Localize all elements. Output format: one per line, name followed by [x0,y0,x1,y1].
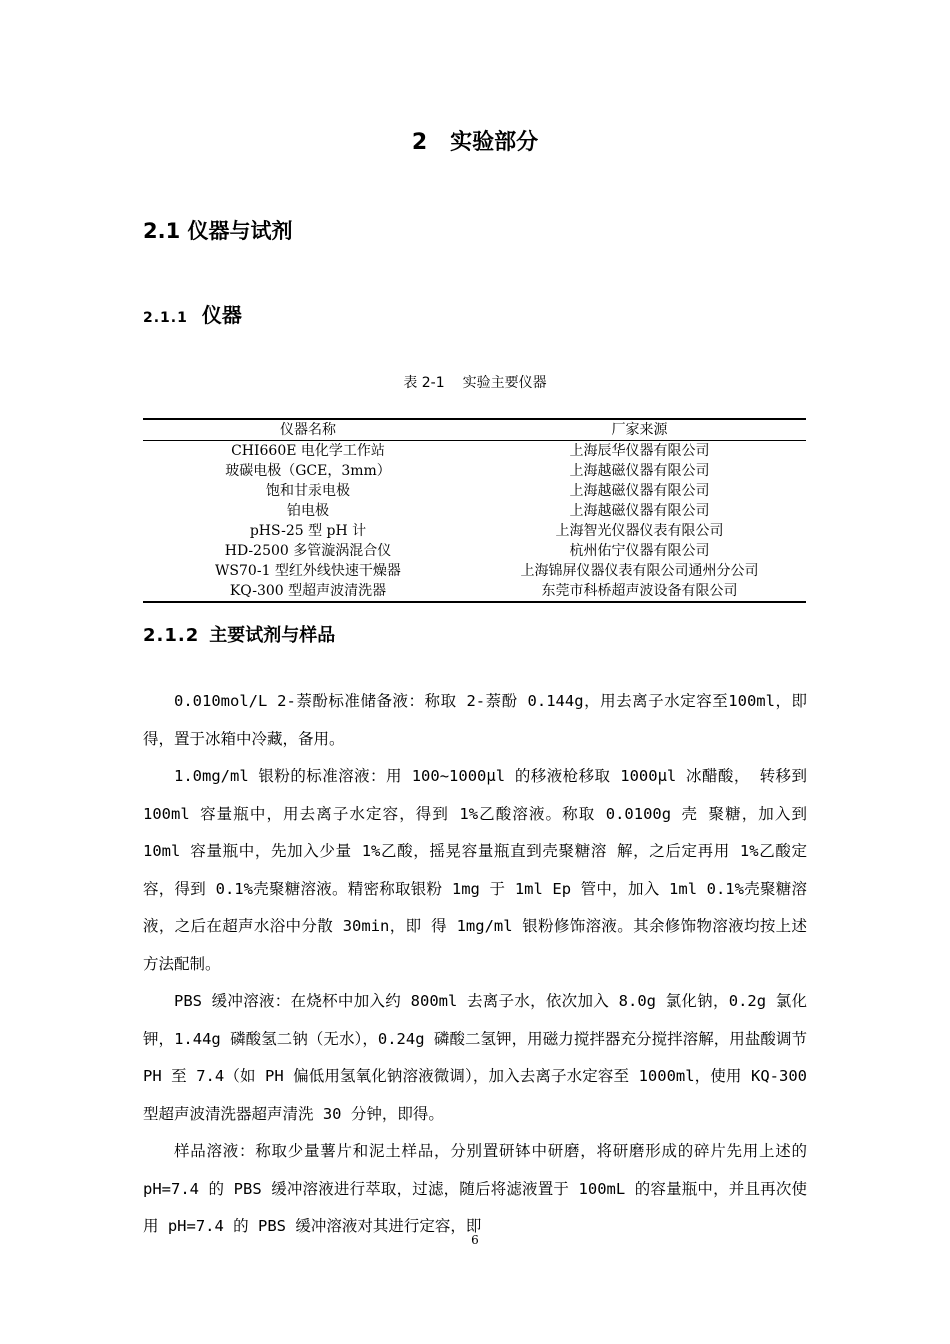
subsection-heading-reagents [143,622,335,650]
instrument-name-cell: 饱和甘汞电极 [266,483,350,499]
paragraph-naphthol-stock: 0.010mol/L 2-萘酚标准储备液：称取 2-萘酚 0.144g，用去离子水定容至100ml，即得，置于冰箱中冷藏，备用。 [143,692,807,748]
page-number: 6 [471,1233,479,1247]
manufacturer-cell: 上海锦屏仪器仪表有限公司通州分公司 [520,563,759,579]
table-caption-number: 表 2-1 [403,375,445,391]
section-title: 仪器与试剂 [187,219,293,243]
table-header-row [143,419,806,441]
table-row [143,541,806,561]
manufacturer-cell: 上海越磁仪器有限公司 [569,463,710,479]
manufacturer-cell: 上海辰华仪器有限公司 [569,443,710,459]
subsection-heading-instruments [143,301,242,332]
chapter-number: 2 [411,130,428,155]
instrument-name-cell: HD-2500 多管漩涡混合仪 [224,543,392,559]
manufacturer-cell: 杭州佑宁仪器有限公司 [569,543,710,559]
subsection-number: 2.1.2 [143,625,200,646]
subsection-title: 主要试剂与样品 [209,625,336,646]
instrument-table [143,418,806,603]
instrument-name-cell: 铂电极 [287,503,329,519]
manufacturer-cell: 上海越磁仪器有限公司 [569,503,710,519]
table-row [143,441,806,462]
table-row [143,561,806,581]
instrument-name-cell: KQ-300 型超声波清洗器 [229,583,387,599]
table-row [143,581,806,602]
paragraph-silver-powder: 1.0mg/ml 银粉的标准溶液：用 100~1000μl 的移液枪移取 1000μl 冰醋酸， 转移到 100ml 容量瓶中，用去离子水定容，得到 1%乙酸溶液。称取 0.0100g 壳 聚糖，加入到 10ml 容量瓶中，先加入少量 1%乙酸，摇晃容量瓶直到壳聚糖溶 解，之后定再用 1%乙酸定容，得到 0.1%壳聚糖溶液。精密称取银粉 1mg 于 1ml Ep 管中，加入 1ml 0.1%壳聚糖溶液，之后在超声水浴中分散 30min，即 得 1mg/ml 银粉修饰溶液。其余修饰物溶液均按上述方法配制。 [143,767,807,973]
table-row [143,501,806,521]
subsection-number: 2.1.1 [143,310,188,326]
instrument-name-cell: WS70-1 型红外线快速干燥器 [215,563,401,579]
body-text [143,683,807,1246]
header-manufacturer: 厂家来源 [473,419,806,441]
section-heading [143,216,293,246]
chapter-title-text: 实验部分 [450,130,539,155]
instrument-name-cell: CHI660E 电化学工作站 [231,443,385,459]
instrument-name-cell: 玻碳电极（GCE，3mm） [225,463,391,479]
table-caption [0,373,950,393]
table-row [143,481,806,501]
header-instrument-name: 仪器名称 [143,419,473,441]
section-number: 2.1 [143,219,181,243]
manufacturer-cell: 上海智光仪器仪表有限公司 [555,523,724,539]
paragraph-pbs-buffer: PBS 缓冲溶液：在烧杯中加入约 800ml 去离子水，依次加入 8.0g 氯化钠，0.2g 氯化钾，1.44g 磷酸氢二钠（无水），0.24g 磷酸二氢钾，用磁力搅拌器充分搅拌溶解，用盐酸调节 PH 至 7.4（如 PH 偏低用氢氧化钠溶液微调），加入去离子水定容至 1000ml，使用 KQ-300 型超声波清洗器超声清洗 30 分钟，即得。 [143,992,807,1123]
instrument-name-cell: pHS-25 型 pH 计 [249,523,367,539]
table-row [143,521,806,541]
manufacturer-cell: 上海越磁仪器有限公司 [569,483,710,499]
paragraph-sample-solution: 样品溶液：称取少量薯片和泥土样品，分别置研钵中研磨，将研磨形成的碎片先用上述的 pH=7.4 的 PBS 缓冲溶液进行萃取，过滤，随后将滤液置于 100mL 的容量瓶中，并且再次使用 pH=7.4 的 PBS 缓冲溶液对其进行定容，即 [143,1142,807,1235]
manufacturer-cell: 东莞市科桥超声波设备有限公司 [541,583,738,599]
chapter-title [0,128,950,158]
table-row [143,461,806,481]
subsection-title: 仪器 [201,303,242,327]
table-caption-title: 实验主要仪器 [462,375,547,391]
